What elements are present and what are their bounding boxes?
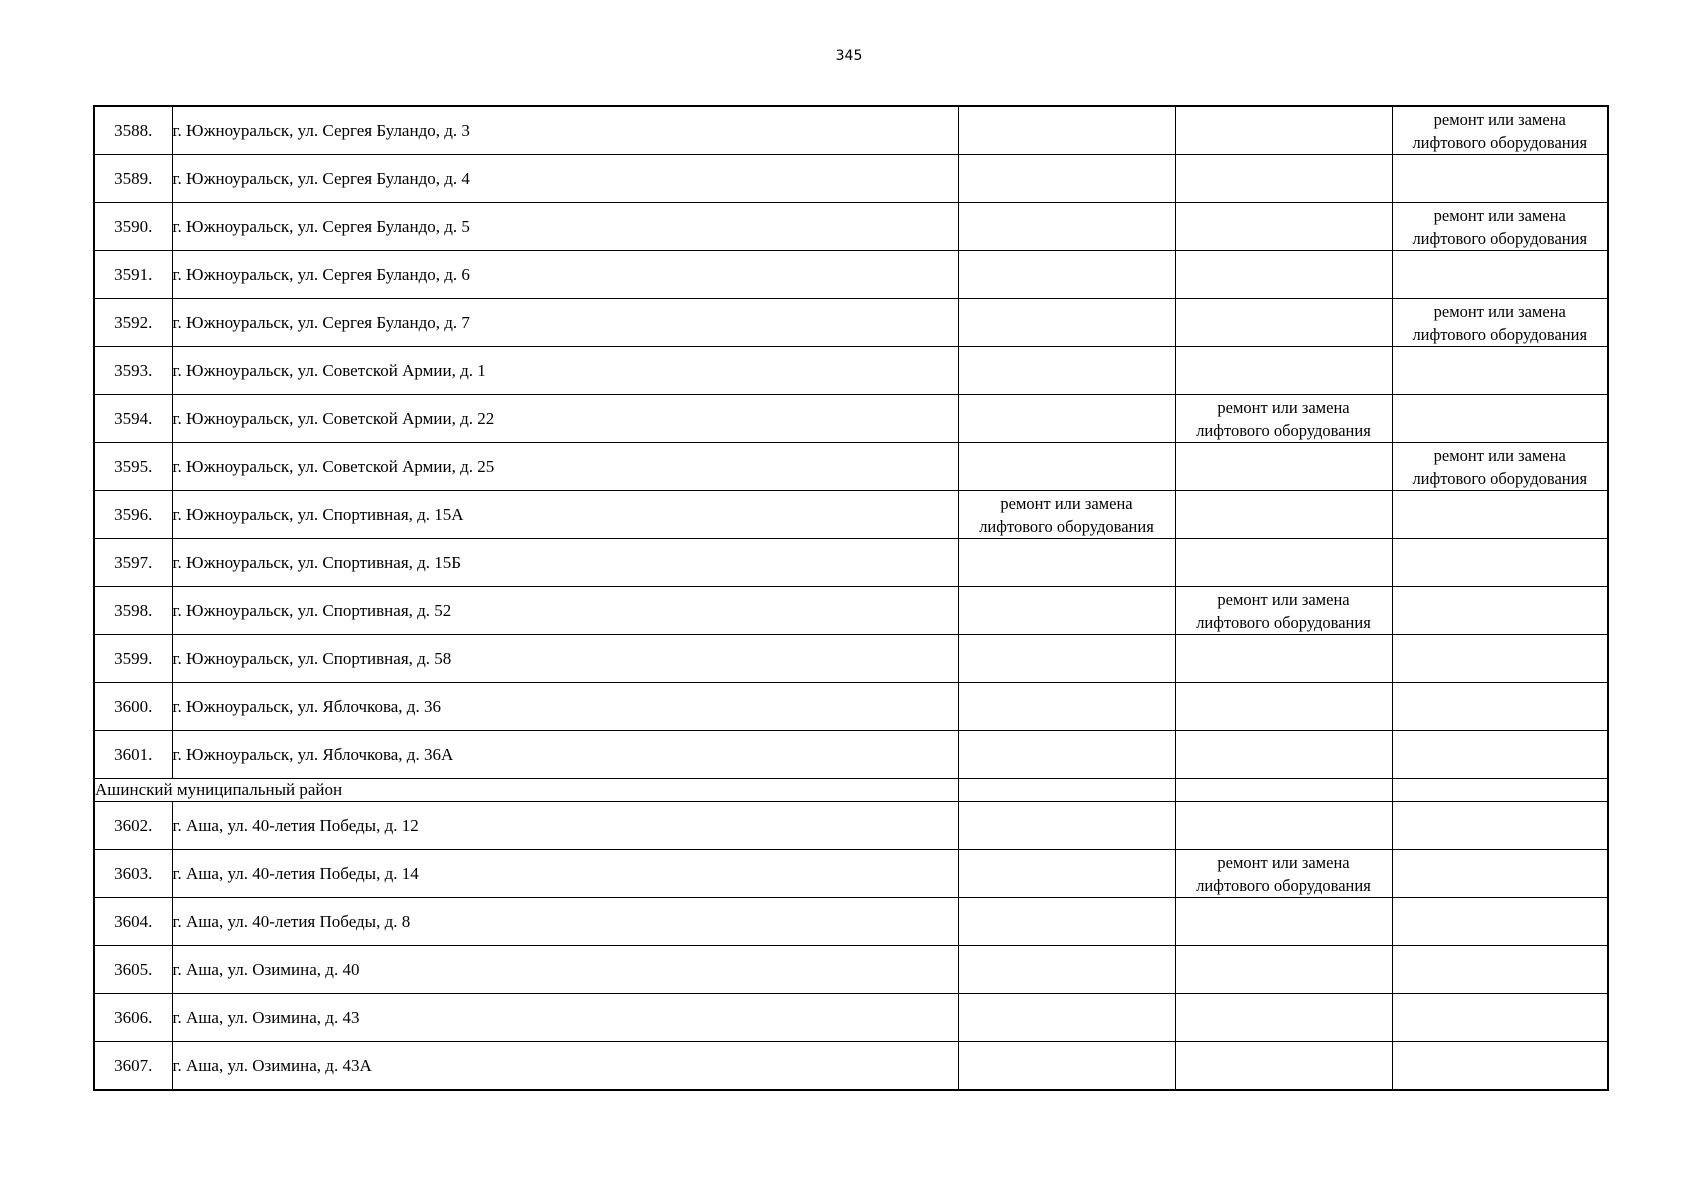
work-cell-c1 — [958, 539, 1175, 587]
table-row — [94, 898, 1608, 946]
address-cell: г. Аша, ул. 40-летия Победы, д. 14 — [172, 850, 958, 898]
row-number: 3604. — [94, 898, 172, 946]
row-number: 3593. — [94, 347, 172, 395]
work-cell-c1 — [958, 802, 1175, 850]
address-cell: г. Южноуральск, ул. Советской Армии, д. 25 — [172, 443, 958, 491]
row-number: 3598. — [94, 587, 172, 635]
address-cell: г. Южноуральск, ул. Спортивная, д. 15Б — [172, 539, 958, 587]
table-row — [94, 683, 1608, 731]
row-number: 3589. — [94, 155, 172, 203]
work-cell-c3 — [1392, 155, 1608, 203]
work-cell-c3 — [1392, 683, 1608, 731]
work-cell-c3 — [1392, 299, 1608, 347]
row-number: 3607. — [94, 1042, 172, 1091]
work-cell-c2 — [1175, 802, 1392, 850]
table-row — [94, 251, 1608, 299]
row-number: 3588. — [94, 106, 172, 155]
row-number: 3591. — [94, 251, 172, 299]
address-cell: г. Южноуральск, ул. Сергея Буландо, д. 6 — [172, 251, 958, 299]
address-cell: г. Южноуральск, ул. Сергея Буландо, д. 3 — [172, 106, 958, 155]
work-cell-c3 — [1392, 946, 1608, 994]
row-number: 3603. — [94, 850, 172, 898]
table-row — [94, 635, 1608, 683]
work-cell-c2 — [1175, 155, 1392, 203]
work-cell-c2 — [1175, 347, 1392, 395]
work-text-line: ремонт или замена — [1433, 109, 1566, 129]
row-number: 3597. — [94, 539, 172, 587]
work-cell-c1 — [958, 587, 1175, 635]
work-cell-c2 — [1175, 635, 1392, 683]
repair-register-table — [93, 105, 1609, 1091]
work-cell-c1 — [958, 106, 1175, 155]
work-cell-c2 — [1175, 683, 1392, 731]
address-cell: г. Южноуральск, ул. Советской Армии, д. 1 — [172, 347, 958, 395]
work-cell-c3 — [1392, 203, 1608, 251]
row-number: 3601. — [94, 731, 172, 779]
section-empty-cell — [1392, 779, 1608, 802]
work-cell-c2 — [1175, 898, 1392, 946]
section-title: Ашинский муниципальный район — [94, 779, 958, 802]
work-cell-c2 — [1175, 203, 1392, 251]
row-number: 3595. — [94, 443, 172, 491]
table-row — [94, 106, 1608, 155]
address-cell: г. Аша, ул. Озимина, д. 40 — [172, 946, 958, 994]
work-text-line: лифтового оборудования — [1412, 132, 1588, 152]
address-cell: г. Южноуральск, ул. Спортивная, д. 58 — [172, 635, 958, 683]
work-text-line: лифтового оборудования — [1196, 612, 1371, 632]
work-cell-c3 — [1392, 106, 1608, 155]
work-cell-c3 — [1392, 251, 1608, 299]
table-row — [94, 299, 1608, 347]
work-cell-c1 — [958, 635, 1175, 683]
table-row — [94, 946, 1608, 994]
work-cell-c3 — [1392, 347, 1608, 395]
work-cell-c1 — [958, 994, 1175, 1042]
row-number: 3605. — [94, 946, 172, 994]
work-cell-c3 — [1392, 850, 1608, 898]
table-body — [94, 106, 1608, 1090]
row-number: 3594. — [94, 395, 172, 443]
address-cell: г. Аша, ул. 40-летия Победы, д. 12 — [172, 802, 958, 850]
work-cell-c1 — [958, 299, 1175, 347]
work-text-line: лифтового оборудования — [1196, 875, 1371, 895]
work-cell-c1 — [958, 898, 1175, 946]
work-cell-c3 — [1392, 994, 1608, 1042]
work-text-line: ремонт или замена — [1217, 589, 1350, 609]
address-cell: г. Аша, ул. Озимина, д. 43 — [172, 994, 958, 1042]
table-row — [94, 347, 1608, 395]
work-cell-c2 — [1175, 946, 1392, 994]
row-number: 3602. — [94, 802, 172, 850]
work-cell-c3 — [1392, 395, 1608, 443]
work-cell-c3 — [1392, 898, 1608, 946]
work-text-line: ремонт или замена — [1433, 445, 1566, 465]
work-cell-c1 — [958, 731, 1175, 779]
work-cell-c1 — [958, 946, 1175, 994]
work-cell-c3 — [1392, 443, 1608, 491]
work-cell-c2 — [1175, 731, 1392, 779]
work-text-line: ремонт или замена — [1217, 852, 1350, 872]
row-number: 3600. — [94, 683, 172, 731]
work-cell-c3 — [1392, 1042, 1608, 1091]
table-row — [94, 155, 1608, 203]
work-text-line: ремонт или замена — [1433, 205, 1566, 225]
work-text-line: лифтового оборудования — [1412, 228, 1588, 248]
table-row — [94, 587, 1608, 635]
work-cell-c3 — [1392, 635, 1608, 683]
work-text-line: лифтового оборудования — [1412, 324, 1588, 344]
work-cell-c3 — [1392, 491, 1608, 539]
address-cell: г. Аша, ул. 40-летия Победы, д. 8 — [172, 898, 958, 946]
work-cell-c3 — [1392, 539, 1608, 587]
table-row — [94, 491, 1608, 539]
address-cell: г. Южноуральск, ул. Сергея Буландо, д. 7 — [172, 299, 958, 347]
work-cell-c2 — [1175, 395, 1392, 443]
work-cell-c3 — [1392, 802, 1608, 850]
row-number: 3599. — [94, 635, 172, 683]
work-cell-c2 — [1175, 539, 1392, 587]
work-cell-c2 — [1175, 587, 1392, 635]
section-empty-cell — [958, 779, 1175, 802]
work-text-line: лифтового оборудования — [1196, 420, 1371, 440]
work-cell-c1 — [958, 1042, 1175, 1091]
work-text-line: лифтового оборудования — [979, 516, 1154, 536]
section-empty-cell — [1175, 779, 1392, 802]
table-row — [94, 443, 1608, 491]
table-row — [94, 1042, 1608, 1091]
work-cell-c1 — [958, 347, 1175, 395]
work-cell-c3 — [1392, 587, 1608, 635]
work-text-line: ремонт или замена — [1433, 301, 1566, 321]
work-text-line: лифтового оборудования — [1412, 468, 1588, 488]
row-number: 3596. — [94, 491, 172, 539]
row-number: 3590. — [94, 203, 172, 251]
work-cell-c1 — [958, 491, 1175, 539]
work-cell-c2 — [1175, 1042, 1392, 1091]
address-cell: г. Южноуральск, ул. Спортивная, д. 52 — [172, 587, 958, 635]
address-cell: г. Аша, ул. Озимина, д. 43А — [172, 1042, 958, 1091]
table-row — [94, 994, 1608, 1042]
address-cell: г. Южноуральск, ул. Сергея Буландо, д. 5 — [172, 203, 958, 251]
table-row — [94, 203, 1608, 251]
work-cell-c2 — [1175, 850, 1392, 898]
row-number: 3592. — [94, 299, 172, 347]
table-row — [94, 802, 1608, 850]
address-cell: г. Южноуральск, ул. Советской Армии, д. 22 — [172, 395, 958, 443]
work-cell-c1 — [958, 251, 1175, 299]
work-cell-c2 — [1175, 251, 1392, 299]
work-cell-c1 — [958, 443, 1175, 491]
address-cell: г. Южноуральск, ул. Спортивная, д. 15А — [172, 491, 958, 539]
address-cell: г. Южноуральск, ул. Яблочкова, д. 36А — [172, 731, 958, 779]
work-text-line: ремонт или замена — [1217, 397, 1350, 417]
work-cell-c1 — [958, 155, 1175, 203]
page-number: 345 — [835, 48, 863, 64]
work-text-line: ремонт или замена — [1000, 493, 1133, 513]
work-cell-c2 — [1175, 994, 1392, 1042]
work-cell-c1 — [958, 203, 1175, 251]
work-cell-c2 — [1175, 443, 1392, 491]
table-row — [94, 850, 1608, 898]
address-cell: г. Южноуральск, ул. Сергея Буландо, д. 4 — [172, 155, 958, 203]
table-row — [94, 731, 1608, 779]
work-cell-c1 — [958, 683, 1175, 731]
row-number: 3606. — [94, 994, 172, 1042]
address-cell: г. Южноуральск, ул. Яблочкова, д. 36 — [172, 683, 958, 731]
table-row — [94, 539, 1608, 587]
work-cell-c1 — [958, 395, 1175, 443]
work-cell-c2 — [1175, 106, 1392, 155]
work-cell-c1 — [958, 850, 1175, 898]
work-cell-c2 — [1175, 491, 1392, 539]
section-row — [94, 779, 1608, 802]
table-row — [94, 395, 1608, 443]
work-cell-c2 — [1175, 299, 1392, 347]
work-cell-c3 — [1392, 731, 1608, 779]
